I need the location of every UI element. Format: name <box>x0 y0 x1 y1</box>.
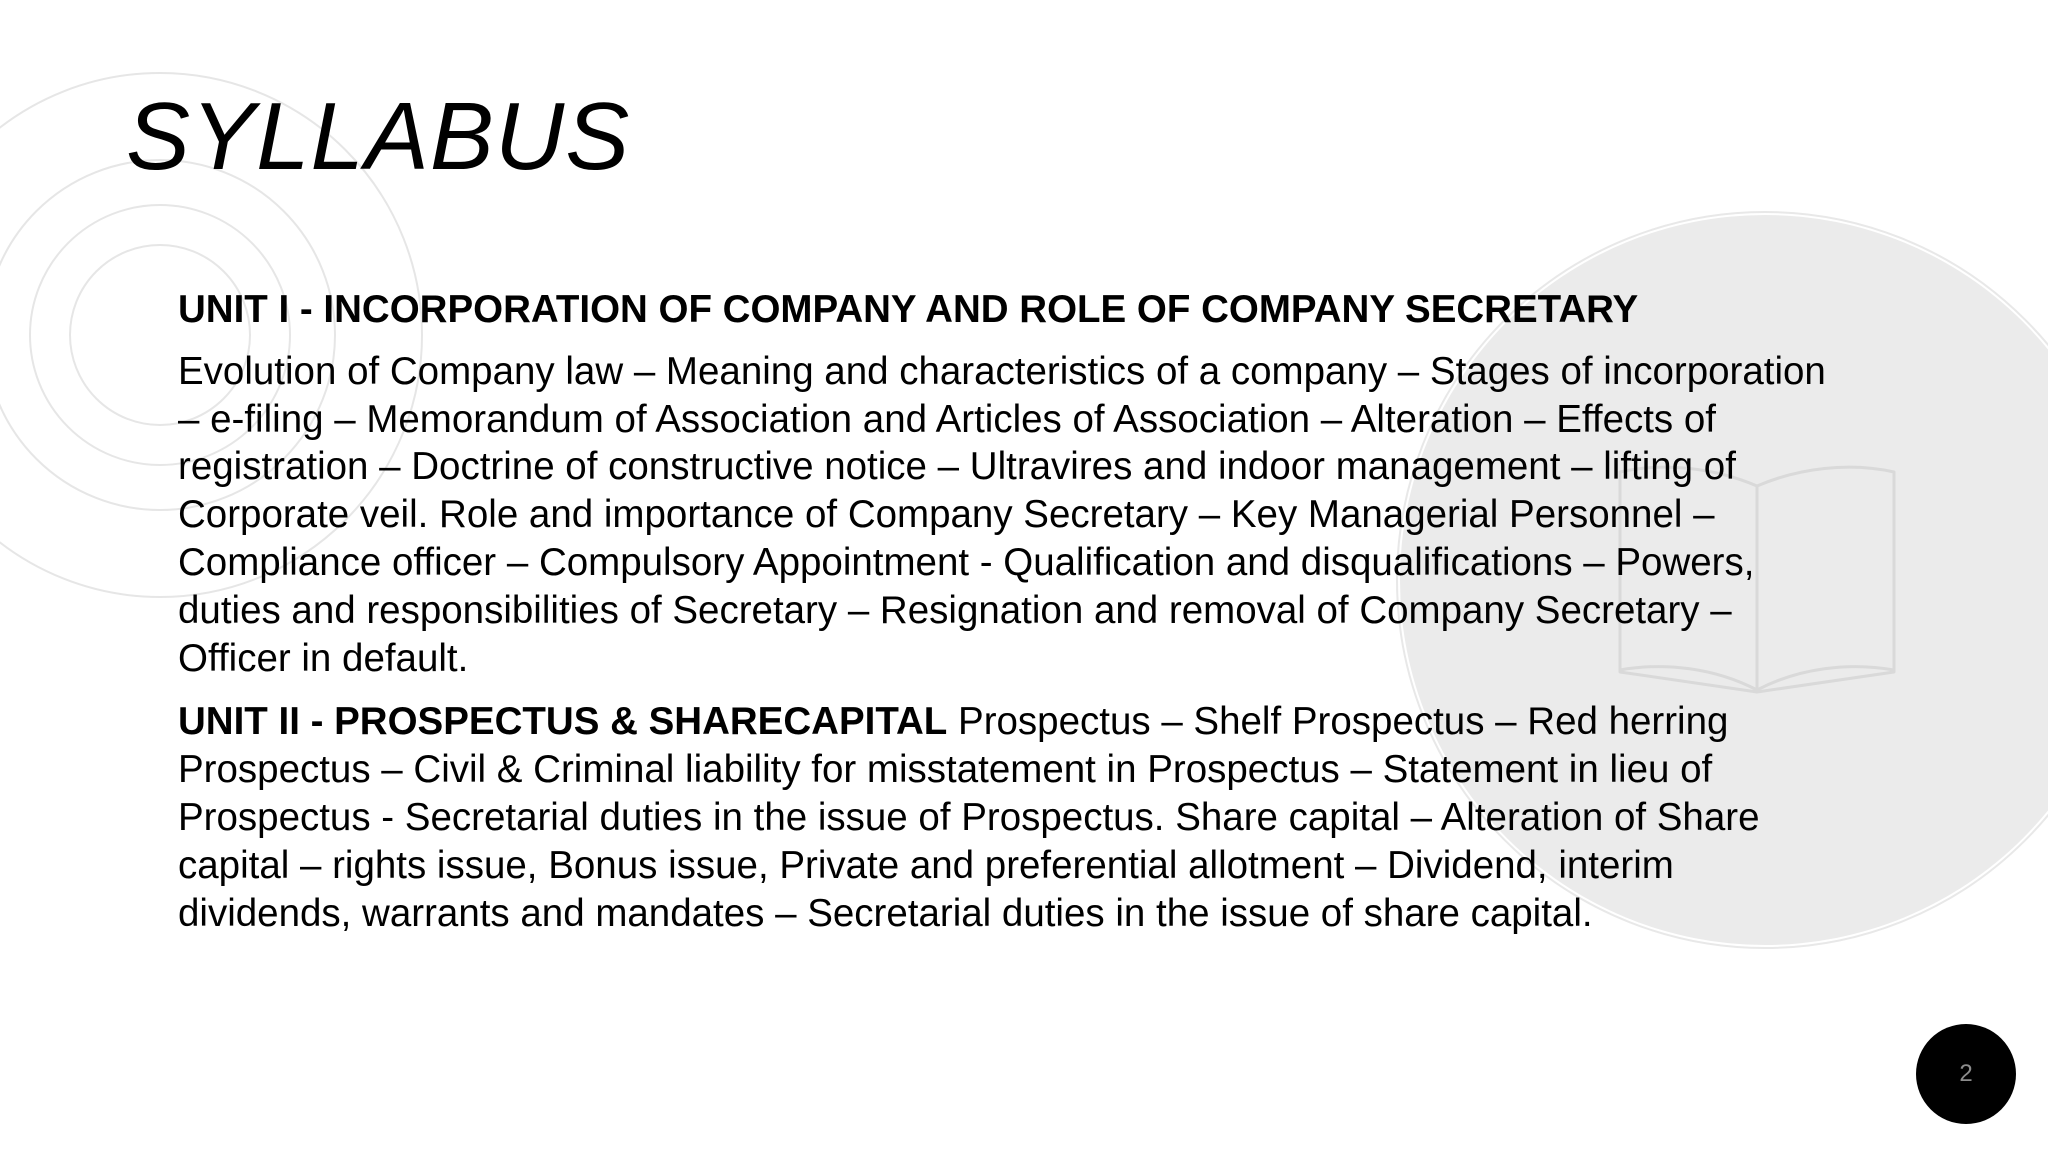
page-number-badge <box>1916 1024 2016 1124</box>
unit2-body: Prospectus – Shelf Prospectus – Red herring Prospectus – Civil & Criminal liability for misstatement in Prospectus – Statement in lieu of Prospectus - Secretarial duties in the issue of Prospectus. Share capital – Alteration of Share capital – rights issue, Bonus issue, Private and preferential allotment – Dividend, interim dividends, warrants and mandates – Secretarial duties in the issue of share capital. <box>178 700 1760 935</box>
unit2-paragraph <box>178 698 1838 937</box>
unit2-heading: UNIT II - PROSPECTUS & SHARECAPITAL <box>178 700 948 744</box>
page-number: 2 <box>1959 1060 1973 1087</box>
unit1-body: Evolution of Company law – Meaning and characteristics of a company – Stages of incorporation – e-filing – Memorandum of Association and Articles of Association – Alteration – Effects of registration – Doctrine of constructive notice – Ultravires and indoor management – lifting of Corporate veil. Role and importance of Company Secretary – Key Managerial Personnel – Compliance officer – Compulsory Appointment - Qualification and disqualifications – Powers, duties and responsibilities of Secretary – Resignation and removal of Company Secretary – Officer in default. <box>178 349 1826 680</box>
unit1-heading: UNIT I - INCORPORATION OF COMPANY AND ROLE OF COMPANY SECRETARY <box>178 288 1639 331</box>
syllabus-content <box>178 286 1838 937</box>
page-title: SYLLABUS <box>126 83 631 190</box>
